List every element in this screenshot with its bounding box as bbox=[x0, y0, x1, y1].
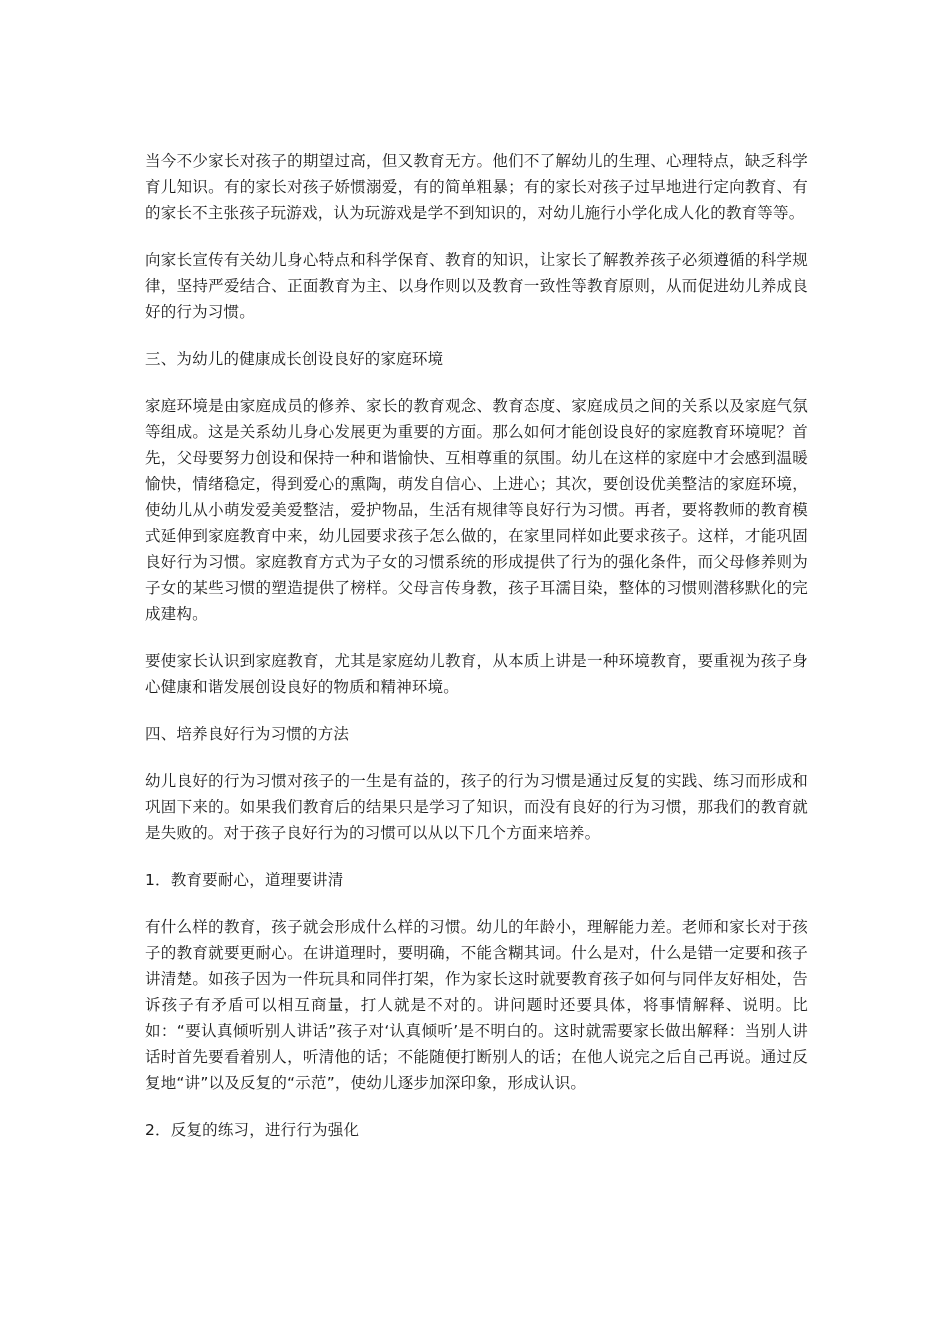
paragraph-parent-education: 向家长宣传有关幼儿身心特点和科学保育、教育的知识，让家长了解教养孩子必须遵循的科学规律，坚持严爱结合、正面教育为主、以身作则以及教育一致性等教育原则，从而促进幼儿养成良好的行为习惯。 bbox=[145, 251, 808, 321]
paragraph-patience: 有什么样的教育，孩子就会形成什么样的习惯。幼儿的年龄小，理解能力差。老师和家长对于孩子的教育就要更耐心。在讲道理时，要明确，不能含糊其词。什么是对，什么是错一定要和孩子讲清楚。如孩子因为一件玩具和同伴打架，作为家长这时就要教育孩子如何与同伴友好相处，告诉孩子有矛盾可以相互商量，打人就是不对的。讲问题时还要具体，将事情解释、说明。比如：“要认真倾听别人讲话”孩子对‘认真倾听’是不明白的。这时就需要家长做出解释：当别人讲话时首先要看着别人，听清他的话；不能随便打断别人的话；在他人说完之后自己再说。通过反复地“讲”以及反复的“示范”，使幼儿逐步加深印象，形成认识。 bbox=[145, 918, 808, 1092]
paragraph-family-environment: 家庭环境是由家庭成员的修养、家长的教育观念、教育态度、家庭成员之间的关系以及家庭气氛等组成。这是关系幼儿身心发展更为重要的方面。那么如何才能创设良好的家庭教育环境呢？首先，父母要努力创设和保持一种和谐愉快、互相尊重的氛围。幼儿在这样的家庭中才会感到温暖愉快，情绪稳定，得到爱心的熏陶，萌发自信心、上进心；其次，要创设优美整洁的家庭环境，使幼儿从小萌发爱美爱整洁，爱护物品，生活有规律等良好行为习惯。再者，要将教师的教育模式延伸到家庭教育中来，幼儿园要求孩子怎么做的，在家里同样如此要求孩子。这样，才能巩固良好行为习惯。家庭教育方式为子女的习惯系统的形成提供了行为的强化条件，而父母修养则为子女的某些习惯的塑造提供了榜样。父母言传身教，孩子耳濡目染，整体的习惯则潜移默化的完成建构。 bbox=[145, 397, 808, 623]
section-heading-3: 三、为幼儿的健康成长创设良好的家庭环境 bbox=[145, 350, 444, 368]
paragraph-environment-education: 要使家长认识到家庭教育，尤其是家庭幼儿教育，从本质上讲是一种环境教育，要重视为孩子身心健康和谐发展创设良好的物质和精神环境。 bbox=[145, 652, 808, 696]
paragraph-habit-methods: 幼儿良好的行为习惯对孩子的一生是有益的，孩子的行为习惯是通过反复的实践、练习而形成和巩固下来的。如果我们教育后的结果只是学习了知识，而没有良好的行为习惯，那我们的教育就是失败的。对于孩子良好行为的习惯可以从以下几个方面来培养。 bbox=[145, 772, 808, 842]
document-page bbox=[145, 148, 808, 1164]
subheading-1: 1．教育要耐心，道理要讲清 bbox=[145, 871, 344, 889]
subheading-2: 2．反复的练习，进行行为强化 bbox=[145, 1121, 360, 1139]
paragraph-expectations: 当今不少家长对孩子的期望过高，但又教育无方。他们不了解幼儿的生理、心理特点，缺乏科学育儿知识。有的家长对孩子娇惯溺爱，有的简单粗暴；有的家长对孩子过早地进行定向教育、有的家长不主张孩子玩游戏，认为玩游戏是学不到知识的，对幼儿施行小学化成人化的教育等等。 bbox=[145, 152, 808, 222]
section-heading-4: 四、培养良好行为习惯的方法 bbox=[145, 725, 350, 743]
